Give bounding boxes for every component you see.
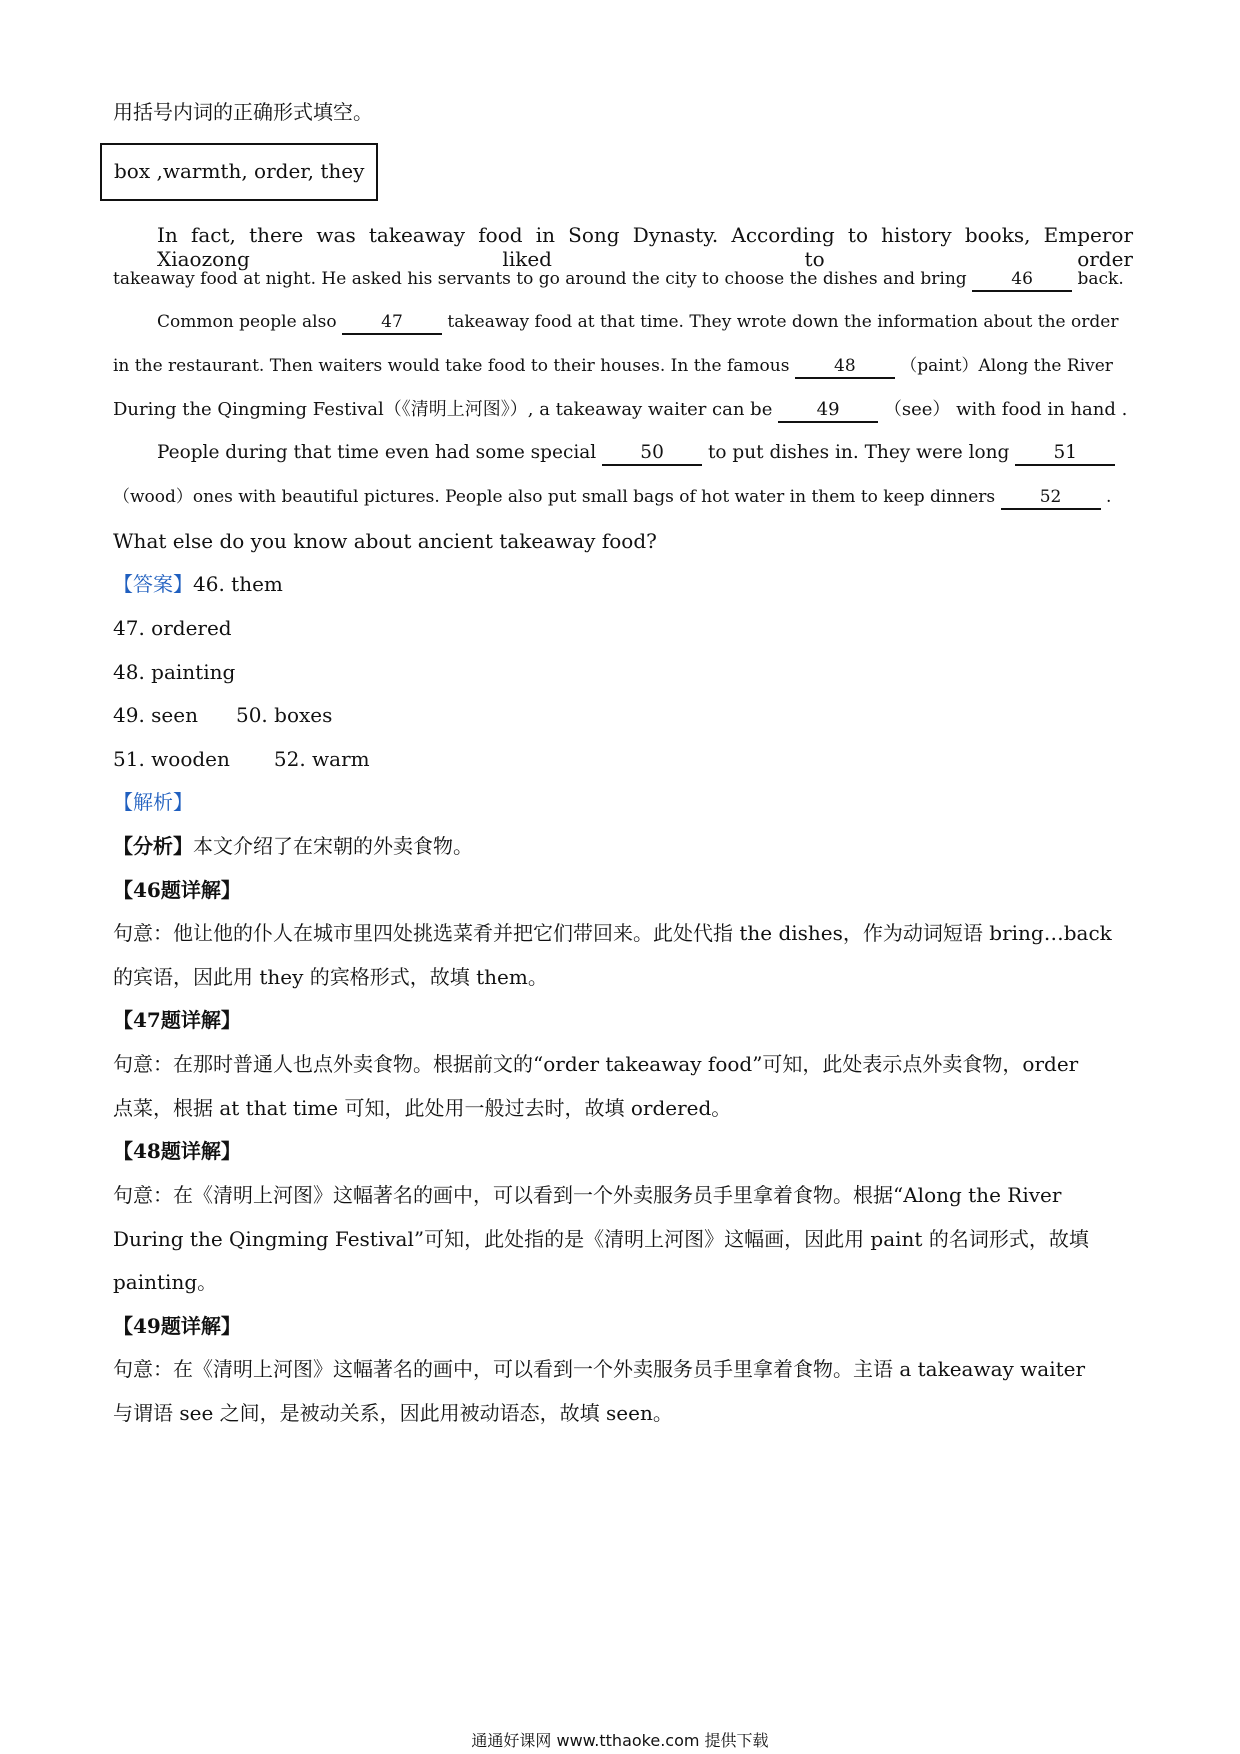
- passage-text: （see） with food in hand .: [883, 399, 1128, 420]
- passage-text: takeaway food at night. He asked his servants to go around the city to choose the dishes and bring: [113, 269, 967, 289]
- passage-question: What else do you know about ancient takeaway food?: [113, 529, 657, 553]
- blank-46[interactable]: 46: [972, 268, 1072, 292]
- answer-tag: 【答案】: [113, 572, 193, 596]
- passage-text: During the Qingming Festival（《清明上河图》）, a takeaway waiter can be: [113, 399, 773, 420]
- answer-line-4: [113, 703, 332, 727]
- q48-title: 【48题详解】: [113, 1139, 241, 1163]
- answer-47: 47. ordered: [113, 616, 232, 640]
- answer-49: 49. seen: [113, 703, 198, 727]
- summary-tag: 【分析】: [113, 834, 193, 858]
- answer-line-5: [113, 747, 370, 771]
- passage-text: People during that time even had some special: [157, 442, 597, 463]
- answer-52: 52. warm: [273, 747, 370, 771]
- answer-48: 48. painting: [113, 660, 236, 684]
- passage-text: In fact, there was takeaway food in Song Dynasty. According to history books, Emperor Xiaozong liked to order: [157, 223, 1133, 271]
- q47-title: 【47题详解】: [113, 1008, 241, 1032]
- passage-text: in the restaurant. Then waiters would take food to their houses. In the famous: [113, 356, 790, 376]
- blank-50[interactable]: 50: [602, 442, 702, 466]
- instruction: 用括号内词的正确形式填空。: [113, 100, 373, 124]
- answer-51: 51. wooden: [113, 747, 230, 771]
- q46-line-2: 的宾语，因此用 they 的宾格形式，故填 them。: [113, 965, 548, 989]
- word-box: box ,warmth, order, they: [100, 143, 378, 201]
- q48-line-3: painting。: [113, 1270, 218, 1294]
- blank-51[interactable]: 51: [1015, 442, 1115, 466]
- answer-line-1: [113, 572, 283, 596]
- passage-line-4: [113, 354, 1133, 379]
- analysis-summary: [113, 834, 473, 858]
- summary-text: 本文介绍了在宋朝的外卖食物。: [193, 834, 473, 858]
- blank-48[interactable]: 48: [795, 355, 895, 379]
- passage-text: to put dishes in. They were long: [707, 442, 1010, 463]
- q46-title: 【46题详解】: [113, 878, 241, 902]
- passage-text: takeaway food at that time. They wrote down the information about the order: [447, 312, 1119, 332]
- q49-line-1: 句意：在《清明上河图》这幅著名的画中，可以看到一个外卖服务员手里拿着食物。主语 a takeaway waiter: [113, 1357, 1086, 1381]
- q49-title: 【49题详解】: [113, 1314, 241, 1338]
- passage-line-1: [113, 223, 1133, 271]
- passage-text: （paint）Along the River: [900, 356, 1113, 376]
- blank-49[interactable]: 49: [778, 399, 878, 423]
- q47-line-2: 点菜，根据 at that time 可知，此处用一般过去时，故填 ordered。: [113, 1096, 732, 1120]
- q48-line-1: 句意：在《清明上河图》这幅著名的画中，可以看到一个外卖服务员手里拿着食物。根据“Along the River: [113, 1183, 1062, 1207]
- analysis-tag: 【解析】: [113, 790, 193, 814]
- q47-line-1: 句意：在那时普通人也点外卖食物。根据前文的“order takeaway food”可知，此处表示点外卖食物，order: [113, 1052, 1079, 1076]
- passage-line-6: [157, 441, 1133, 466]
- passage-text: （wood）ones with beautiful pictures. People also put small bags of hot water in them to keep dinners: [113, 487, 996, 507]
- passage-text: .: [1105, 487, 1112, 507]
- q48-line-2: During the Qingming Festival”可知，此处指的是《清明上河图》这幅画，因此用 paint 的名词形式，故填: [113, 1227, 1089, 1251]
- passage-line-5: [113, 398, 1133, 423]
- passage-line-2: [113, 267, 1133, 292]
- q46-line-1: 句意：他让他的仆人在城市里四处挑选菜肴并把它们带回来。此处代指 the dishes，作为动词短语 bring…back: [113, 921, 1112, 945]
- blank-52[interactable]: 52: [1001, 486, 1101, 510]
- blank-47[interactable]: 47: [342, 311, 442, 335]
- q49-line-2: 与谓语 see 之间，是被动关系，因此用被动语态，故填 seen。: [113, 1401, 673, 1425]
- passage-text: back.: [1077, 269, 1124, 289]
- answer-46: 46. them: [193, 572, 283, 596]
- answer-50: 50. boxes: [235, 703, 333, 727]
- passage-line-3: [157, 310, 1133, 335]
- footer-source: 通通好课网 www.tthaoke.com 提供下载: [471, 1731, 769, 1750]
- passage-line-7: [113, 485, 1133, 510]
- passage-text: Common people also: [157, 312, 337, 332]
